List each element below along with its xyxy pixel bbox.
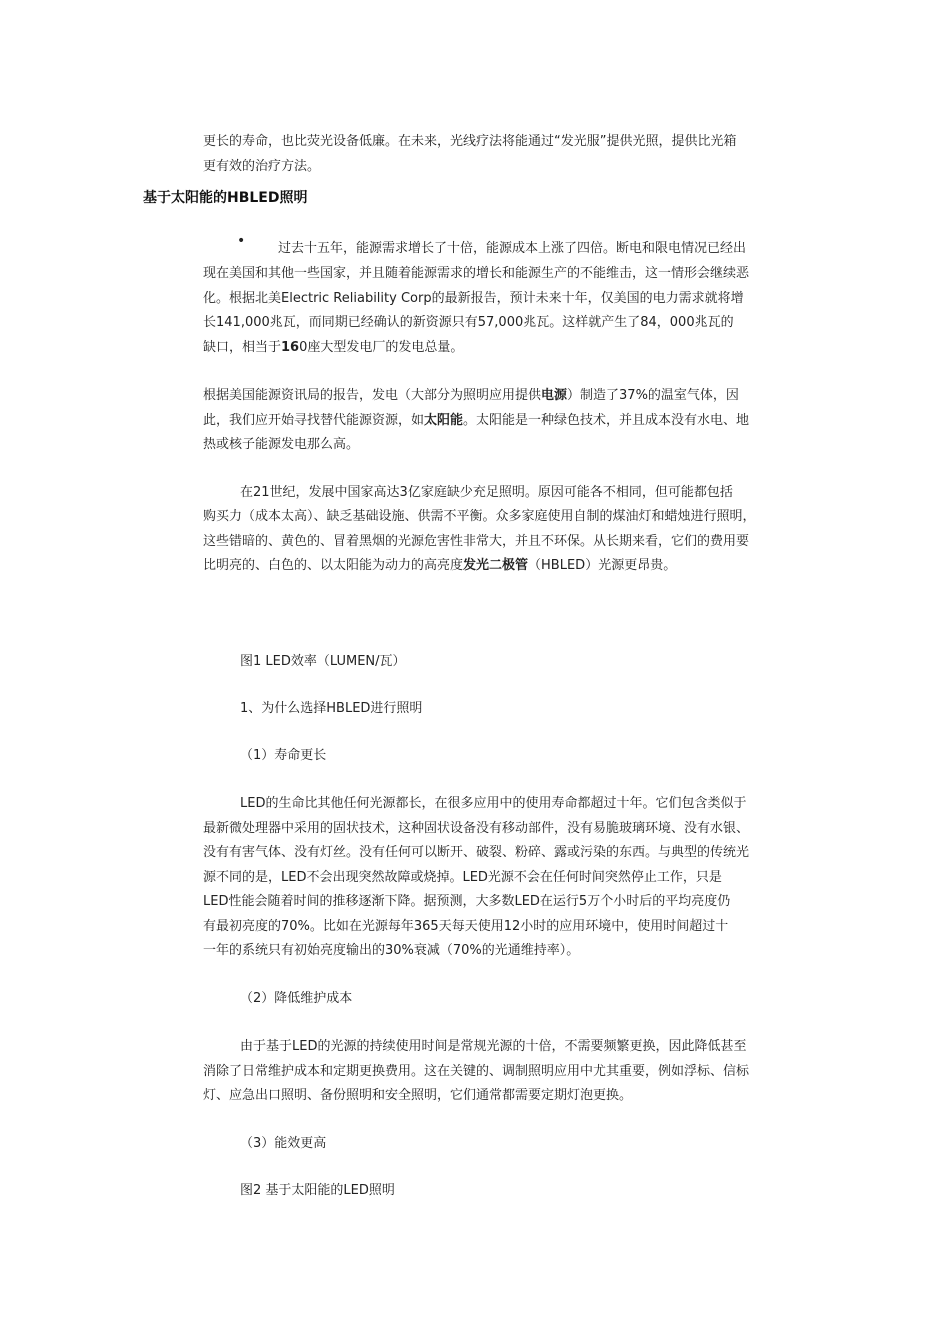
intro-line-2: 更有效的治疗方法。 — [203, 159, 321, 174]
item-3-heading: （3）能效更高 — [240, 1136, 327, 1151]
bullet-para-line-4: 长141,000兆瓦，而同期已经确认的新资源只有57,000兆瓦。这样就产生了84，000兆瓦的 — [203, 315, 734, 330]
para4-line-6: 有最初亮度的70%。比如在光源每年365天每天使用12小时的应用环境中，使用时间超过十 — [203, 919, 729, 934]
power-link-text: 电源 — [541, 388, 568, 403]
para5-line-2: 消除了日常维护成本和定期更换费用。这在关键的、调制照明应用中尤其重要，例如浮标、信标 — [203, 1064, 750, 1079]
figure-2-caption: 图2 基于太阳能的LED照明 — [240, 1183, 395, 1198]
para2-line-2: 此，我们应开始寻找替代能源资源，如太阳能。太阳能是一种绿色技术，并且成本没有水电、地 — [203, 413, 750, 428]
para3-line-4: 比明亮的、白色的、以太阳能为动力的高亮度发光二极管（HBLED）光源更昂贵。 — [203, 558, 677, 573]
item-1-heading: （1）寿命更长 — [240, 748, 327, 763]
para2-line-3: 热或核子能源发电那么高。 — [203, 437, 360, 452]
bullet-icon: • — [237, 233, 246, 249]
led-link-text: 发光二极管 — [463, 558, 529, 573]
para3-line-3: 这些错暗的、黄色的、冒着黑烟的光源危害性非常大，并且不环保。从长期来看，它们的费用要 — [203, 534, 750, 549]
bullet-para-line-3: 化。根据北美Electric Reliability Corp的最新报告，预计未来十年，仅美国的电力需求就将增 — [203, 291, 744, 306]
solar-link-text: 太阳能 — [424, 413, 464, 428]
para4-line-2: 最新微处理器中采用的固状技术，这种固状设备没有移动部件，没有易脆玻璃环境、没有水银、 — [203, 821, 750, 836]
intro-line-1: 更长的寿命，也比荧光设备低廉。在未来，光线疗法将能通过“发光服”提供光照，提供比光箱 — [203, 134, 737, 149]
item-2-heading: （2）降低维护成本 — [240, 991, 353, 1006]
para2-line-1: 根据美国能源资讯局的报告，发电（大部分为照明应用提供电源）制造了37%的温室气体，因 — [203, 388, 739, 403]
para4-line-7: 一年的系统只有初始亮度输出的30%衰减（70%的光通维持率）。 — [203, 943, 580, 958]
para5-line-3: 灯、应急出口照明、备份照明和安全照明，它们通常都需要定期灯泡更换。 — [203, 1088, 633, 1103]
para4-line-3: 没有有害气体、没有灯丝。没有任何可以断开、破裂、粉碎、露或污染的东西。与典型的传统光 — [203, 845, 750, 860]
bullet-para-line-1: 过去十五年，能源需求增长了十倍，能源成本上涨了四倍。断电和限电情况已经出 — [278, 241, 747, 256]
figure-1-caption: 图1 LED效率（LUMEN/瓦） — [240, 654, 406, 669]
bullet-para-line-2: 现在美国和其他一些国家，并且随着能源需求的增长和能源生产的不能维击，这一情形会继续恶 — [203, 266, 750, 281]
para5-line-1: 由于基于LED的光源的持续使用时间是常规光源的十倍，不需要频繁更换，因此降低甚至 — [240, 1039, 747, 1054]
bullet-para-line-5: 缺口，相当于160座大型发电厂的发电总量。 — [203, 340, 464, 355]
para3-line-2: 购买力（成本太高）、缺乏基础设施、供需不平衡。众多家庭使用自制的煤油灯和蜡烛进行照明， — [203, 509, 756, 524]
para4-line-5: LED性能会随着时间的推移逐渐下降。据预测，大多数LED在运行5万个小时后的平均亮度仍 — [203, 894, 731, 909]
para4-line-1: LED的生命比其他任何光源都长，在很多应用中的使用寿命都超过十年。它们包含类似于 — [240, 796, 747, 811]
bold-number: 16 — [281, 340, 300, 355]
section-heading: 基于太阳能的HBLED照明 — [143, 190, 308, 206]
para4-line-4: 源不同的是，LED不会出现突然故障或烧掉。LED光源不会在任何时间突然停止工作，只是 — [203, 870, 722, 885]
para3-line-1: 在21世纪，发展中国家高达3亿家庭缺少充足照明。原因可能各不相同，但可能都包括 — [240, 485, 733, 500]
subsection-1-heading: 1、为什么选择HBLED进行照明 — [240, 701, 423, 716]
